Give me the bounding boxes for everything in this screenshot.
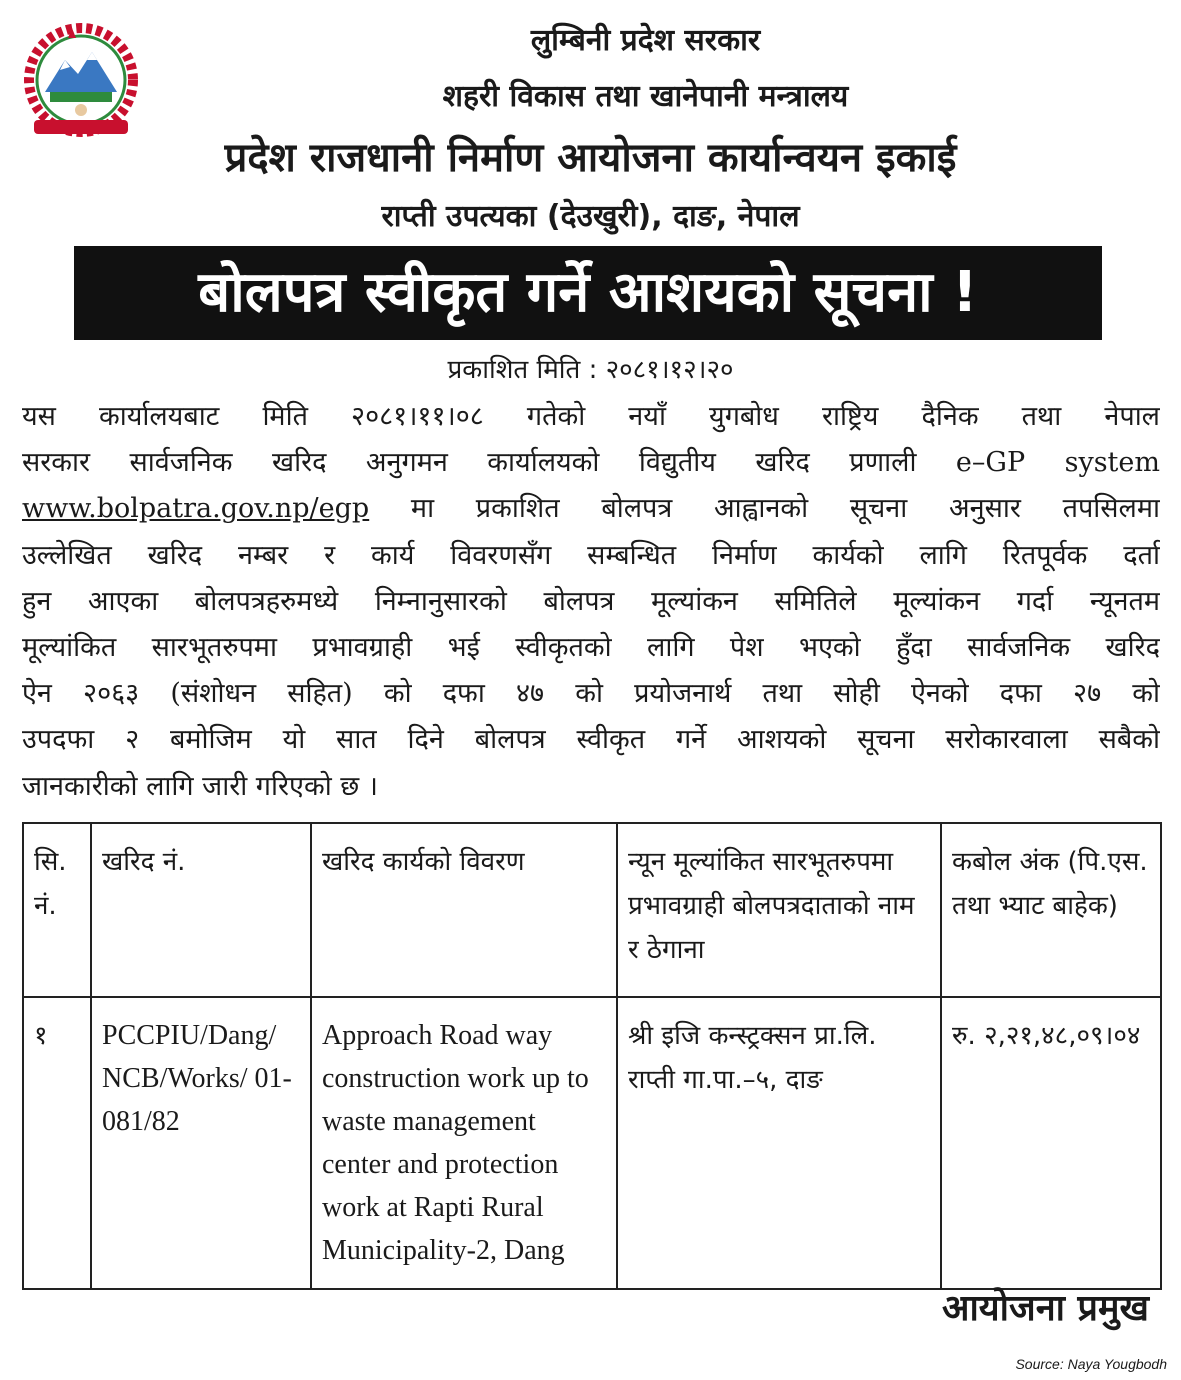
body-line — [22, 486, 1160, 532]
ministry-name: शहरी विकास तथा खानेपानी मन्त्रालय — [442, 79, 849, 114]
col-header-serial: सि. नं. — [23, 823, 91, 997]
province-government-name: लुम्बिनी प्रदेश सरकार — [530, 23, 761, 58]
cell-procurement-no: PCCPIU/Dang/ NCB/Works/ 01-081/82 — [91, 997, 311, 1289]
office-name: प्रदेश राजधानी निर्माण आयोजना कार्यान्वयन इकाई — [224, 135, 957, 181]
table-header-row — [23, 823, 1161, 997]
body-line: मूल्यांकित सारभूतरुपमा प्रभावग्राही भई स्वीकृतको लागि पेश भएको हुँदा सार्वजनिक खरिद — [22, 632, 1160, 664]
body-line: यस कार्यालयबाट मिति २०८१।११।०८ गतेको नयाँ युगबोध राष्ट्रिय दैनिक तथा नेपाल — [22, 401, 1160, 432]
nepal-emblem-logo — [20, 22, 142, 140]
body-line-text: मा प्रकाशित बोलपत्र आह्वानको सूचना अनुसार तपसिलमा — [369, 493, 1160, 525]
source-credit: Source: Naya Yougbodh — [1015, 1356, 1167, 1372]
body-line: ऐन २०६३ (संशोधन सहित) को दफा ४७ को प्रयोजनार्थ तथा सोही ऐनको दफा २७ को — [22, 678, 1160, 710]
col-header-bidder: न्यून मूल्यांकित सारभूतरुपमा प्रभावग्राही बोलपत्रदाताको नाम र ठेगाना — [617, 823, 941, 997]
cell-bidder: श्री इजि कन्स्ट्रक्सन प्रा.लि. राप्ती गा.पा.–५, दाङ — [617, 997, 941, 1289]
body-line: जानकारीको लागि जारी गरिएको छ । — [22, 770, 379, 802]
col-header-procurement-no: खरिद नं. — [91, 823, 311, 997]
col-header-amount: कबोल अंक (पि.एस. तथा भ्याट बाहेक) — [941, 823, 1161, 997]
body-line: उपदफा २ बमोजिम यो सात दिने बोलपत्र स्वीकृत गर्ने आशयको सूचना सरोकारवाला सबैको — [22, 724, 1160, 756]
col-header-description: खरिद कार्यको विवरण — [311, 823, 617, 997]
body-line: उल्लेखित खरिद नम्बर र कार्य विवरणसँग सम्बन्धित निर्माण कार्यको लागि रितपूर्वक दर्ता — [22, 539, 1160, 571]
cell-amount: रु. २,२१,४८,०९।०४ — [941, 997, 1161, 1289]
published-date: प्रकाशित मिति : २०८१।१२।२० — [447, 355, 734, 385]
office-address: राप्ती उपत्यका (देउखुरी), दाङ, नेपाल — [381, 199, 800, 234]
cell-description: Approach Road way construction work up to waste management center and protection work at Rapti Rural Municipality-2, Dang — [311, 997, 617, 1289]
notice-body — [22, 394, 1160, 810]
notice-title-banner: बोलपत्र स्वीकृत गर्ने आशयको सूचना ! — [74, 246, 1102, 340]
body-line: हुन आएका बोलपत्रहरुमध्ये निम्नानुसारको बोलपत्र मूल्यांकन समितिले मूल्यांकन गर्दा न्यूनतम — [22, 585, 1160, 617]
body-line: सरकार सार्वजनिक खरिद अनुगमन कार्यालयको विद्युतीय खरिद प्रणाली e–GP system — [22, 447, 1160, 479]
egp-website-link[interactable]: www.bolpatra.gov.np/egp — [22, 493, 370, 525]
table-row — [23, 997, 1161, 1289]
bid-details-table — [22, 822, 1162, 1290]
signatory-title: आयोजना प्रमुख — [941, 1288, 1149, 1329]
cell-serial: १ — [23, 997, 91, 1289]
